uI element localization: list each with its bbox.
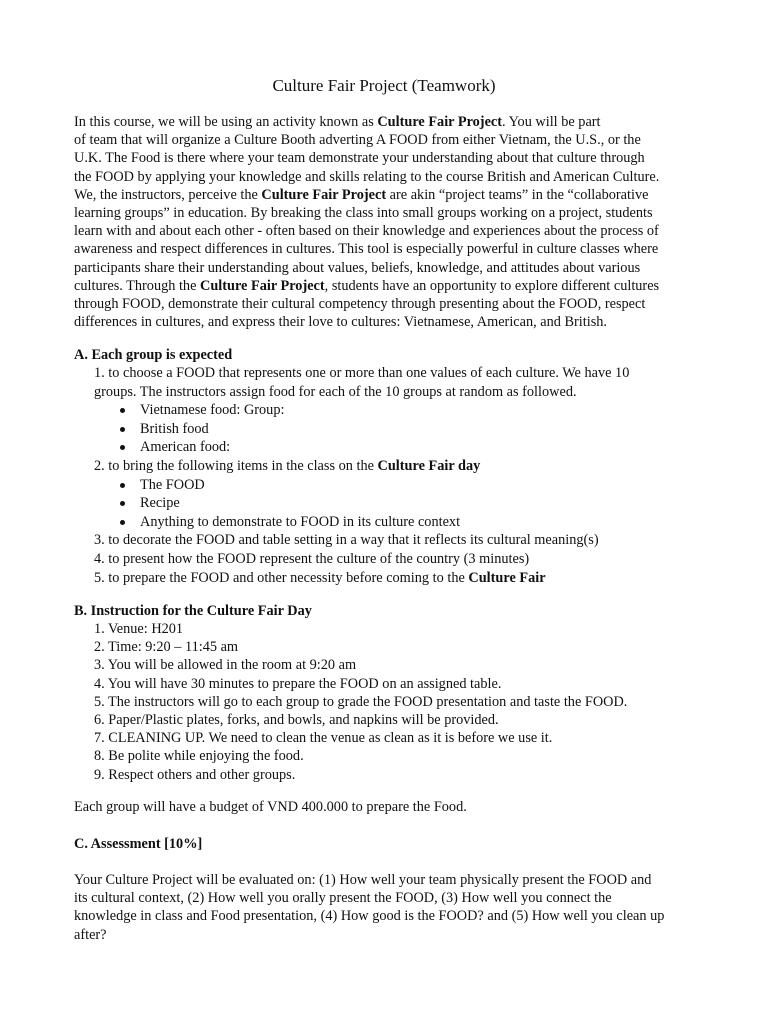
bullet-item: British food bbox=[94, 420, 629, 439]
assessment-paragraph bbox=[74, 871, 704, 944]
intro-line: of team that will organize a Culture Booth adverting A FOOD from either Vietnam, the U.S., or the bbox=[74, 132, 641, 149]
bullet-item: American food: bbox=[94, 438, 629, 457]
intro-line: participants share their understanding about values, beliefs, knowledge, and attitudes about various bbox=[74, 259, 641, 276]
items-bullets bbox=[94, 476, 629, 532]
bullet-item: Vietnamese food: Group: bbox=[94, 401, 629, 420]
list-item: 3. You will be allowed in the room at 9:20 am bbox=[94, 657, 357, 674]
section-c-heading: C. Assessment [10%] bbox=[74, 836, 203, 852]
intro-line: U.K. The Food is there where your team demonstrate your understanding about that culture through bbox=[74, 150, 645, 167]
bullet-icon bbox=[120, 408, 125, 413]
assessment-line: after? bbox=[74, 926, 107, 943]
list-item: 8. Be polite while enjoying the food. bbox=[94, 748, 304, 765]
list-item: 6. Paper/Plastic plates, forks, and bowls, and napkins will be provided. bbox=[94, 712, 499, 729]
intro-line: awareness and respect differences in cultures. This tool is especially powerful in culture classes where bbox=[74, 241, 659, 258]
bullet-icon bbox=[120, 445, 125, 450]
intro-line: In this course, we will be using an activity known as Culture Fair Project. You will be part bbox=[74, 114, 601, 130]
list-item: 7. CLEANING UP. We need to clean the venue as clean as it is before we use it. bbox=[94, 730, 553, 747]
budget-text: Each group will have a budget of VND 400.000 to prepare the Food. bbox=[74, 799, 467, 815]
bullet-item: The FOOD bbox=[94, 476, 629, 495]
list-item: 1. Venue: H201 bbox=[94, 621, 184, 637]
page-title: Culture Fair Project (Teamwork) bbox=[272, 76, 496, 95]
bullet-icon bbox=[120, 483, 125, 488]
intro-line: learning groups” in education. By breaking the class into small groups working on a project, students bbox=[74, 205, 653, 222]
list-item: 1. to choose a FOOD that represents one or more than one values of each culture. We have 10 groups. The instructors assign food for each of the 10 groups at random as followed. Vietnamese food: Group: British food American food: bbox=[94, 365, 630, 456]
intro-line: learn with and about each other - often based on their knowledge and experiences about the process of bbox=[74, 223, 659, 240]
intro-paragraph bbox=[74, 113, 704, 331]
list-item: 2. to bring the following items in the class on the Culture Fair day The FOOD Recipe Anything to demonstrate to FOOD in its culture context bbox=[94, 457, 629, 531]
list-item: 5. to prepare the FOOD and other necessity before coming to the Culture Fair bbox=[94, 569, 546, 586]
list-item: 4. You will have 30 minutes to prepare the FOOD on an assigned table. bbox=[94, 675, 502, 692]
section-a-heading: A. Each group is expected bbox=[74, 347, 233, 363]
section-a-list bbox=[94, 364, 629, 587]
bullet-icon bbox=[120, 427, 125, 432]
list-item: 2. Time: 9:20 – 11:45 am bbox=[94, 639, 239, 656]
list-item: 3. to decorate the FOOD and table setting in a way that it reflects its cultural meaning(s) bbox=[94, 532, 599, 549]
list-item: 9. Respect others and other groups. bbox=[94, 766, 296, 783]
assessment-line: its cultural context, (2) How well you orally present the FOOD, (3) How well you connect the bbox=[74, 890, 612, 907]
bullet-icon bbox=[120, 501, 125, 506]
bullet-item: Anything to demonstrate to FOOD in its culture context bbox=[94, 513, 629, 532]
bullet-icon bbox=[120, 520, 125, 525]
intro-line: the FOOD by applying your knowledge and skills relating to the course British and American Culture. bbox=[74, 168, 660, 185]
section-b-heading: B. Instruction for the Culture Fair Day bbox=[74, 603, 312, 619]
list-item: 4. to present how the FOOD represent the culture of the country (3 minutes) bbox=[94, 550, 530, 567]
intro-line: through FOOD, demonstrate their cultural competency through presenting about the FOOD, respect bbox=[74, 296, 646, 313]
section-b-list bbox=[94, 620, 627, 784]
intro-line: We, the instructors, perceive the Culture Fair Project are akin “project teams” in the “collaborative bbox=[74, 186, 649, 203]
list-item: 5. The instructors will go to each group to grade the FOOD presentation and taste the FOOD. bbox=[94, 693, 628, 710]
intro-line: differences in cultures, and express their love to cultures: Vietnamese, American, and British. bbox=[74, 314, 607, 331]
bullet-item: Recipe bbox=[94, 494, 629, 513]
assessment-line: Your Culture Project will be evaluated on: (1) How well your team physically present the FOOD and bbox=[74, 872, 652, 888]
assessment-line: knowledge in class and Food presentation, (4) How good is the FOOD? and (5) How well you clean up bbox=[74, 908, 665, 925]
intro-line: cultures. Through the Culture Fair Project, students have an opportunity to explore different cultures bbox=[74, 277, 660, 294]
food-bullets bbox=[94, 401, 629, 457]
